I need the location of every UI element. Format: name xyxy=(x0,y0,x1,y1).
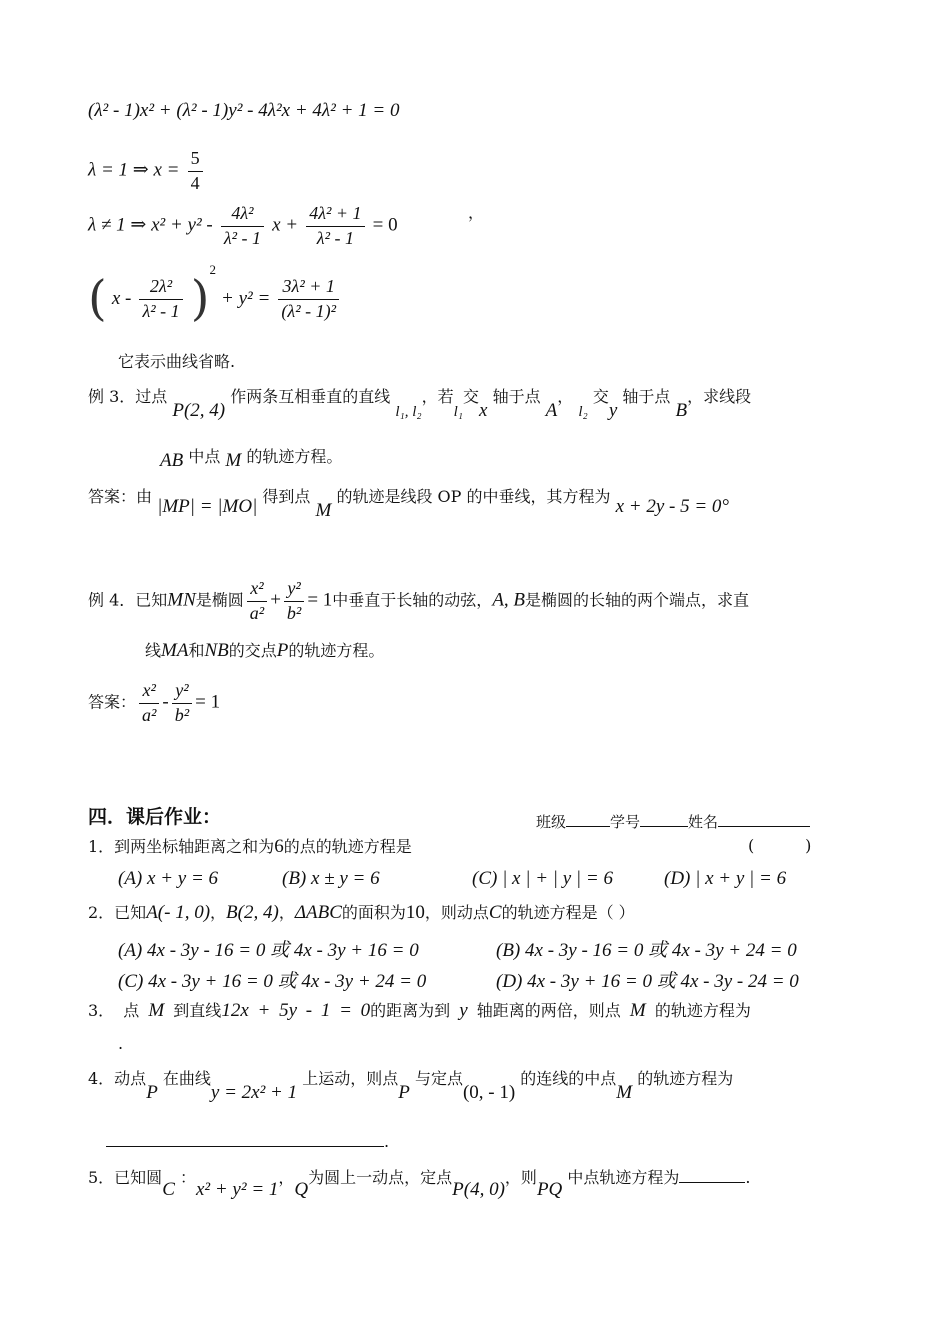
number: 10 xyxy=(405,902,425,923)
question-5 xyxy=(88,1166,751,1200)
text: 的交点 xyxy=(228,641,277,660)
exponent: 2 xyxy=(209,262,216,277)
math-points: A, B xyxy=(492,589,526,611)
period: . xyxy=(745,1168,751,1187)
numerator: 5 xyxy=(188,148,203,172)
numerator: 2λ² xyxy=(139,276,182,300)
equation-line-1 xyxy=(88,100,399,123)
text: 的轨迹方程。 xyxy=(288,641,385,660)
denominator: (λ² - 1)² xyxy=(281,301,336,321)
math-var: x xyxy=(479,400,488,421)
math-line: NB xyxy=(204,640,229,661)
denominator: λ² - 1 xyxy=(223,227,262,248)
equation-text: λ = 1 ⇒ x = xyxy=(88,159,180,181)
math-curve: y = 2x² + 1 xyxy=(210,1082,298,1103)
math-var: P xyxy=(398,1082,410,1103)
text: 的轨迹方程为 xyxy=(637,1069,734,1088)
math-segment: PQ xyxy=(536,1179,563,1200)
text: ： xyxy=(179,1168,196,1187)
text: 轴于点 xyxy=(492,387,541,406)
name-blank[interactable] xyxy=(718,810,810,827)
math-var: M xyxy=(148,1000,165,1021)
math-line: MA xyxy=(161,640,189,661)
numerator: 4λ² xyxy=(221,203,264,227)
number: 6 xyxy=(274,836,284,857)
text: 和 xyxy=(188,641,205,660)
equation-text: = 1 xyxy=(307,589,333,611)
example-label: 例 3．过点 xyxy=(88,387,168,406)
math-var: B xyxy=(675,400,688,421)
text: 得到点 xyxy=(262,487,311,506)
example4-answer xyxy=(88,680,220,726)
class-blank[interactable] xyxy=(566,810,610,827)
example3-answer xyxy=(88,486,730,521)
numerator: 3λ² + 1 xyxy=(278,276,339,300)
math-segment: AB xyxy=(160,450,184,471)
equation-line-2 xyxy=(88,148,206,194)
math-point: (0, - 1) xyxy=(462,1082,516,1103)
text: 2．已知 xyxy=(88,903,147,922)
example4-line-1 xyxy=(88,578,749,624)
q2-option-a[interactable]: (A) 4x - 3y - 16 = 0 或 4x - 3y + 16 = 0 xyxy=(118,940,419,961)
example3-line-2 xyxy=(160,446,342,469)
text: 的连线的中点 xyxy=(520,1069,617,1088)
text: 的点的轨迹方程是 xyxy=(283,837,412,856)
operator: + xyxy=(270,589,281,611)
period: . xyxy=(384,1132,390,1151)
equation-text: + y² = xyxy=(221,288,271,309)
fraction xyxy=(306,203,364,249)
fraction xyxy=(221,203,264,249)
text: ， xyxy=(278,903,295,922)
numerator: y² xyxy=(172,680,192,704)
example-label: 例 4．已知 xyxy=(88,590,168,610)
text: 的轨迹方程。 xyxy=(246,447,343,466)
answer-blank[interactable] xyxy=(106,1130,384,1147)
text: 轴距离的两倍，则点 xyxy=(476,1001,621,1020)
id-label: 学号 xyxy=(610,813,641,831)
text: 是椭圆的长轴的两个端点，求直 xyxy=(525,590,750,610)
math-var: M xyxy=(315,500,332,521)
question-1 xyxy=(88,836,412,859)
math-var: y xyxy=(459,1000,468,1021)
note-text: 它表示曲线省略. xyxy=(118,352,236,371)
denominator: a² xyxy=(142,704,157,725)
denominator: λ² - 1 xyxy=(316,227,354,248)
fraction xyxy=(188,148,203,194)
text: 4．动点 xyxy=(88,1069,147,1088)
answer-label: 答案： xyxy=(88,692,137,712)
denominator: 4 xyxy=(190,172,200,193)
question-3 xyxy=(88,1000,751,1023)
numerator: x² xyxy=(247,578,267,602)
q1-option-a[interactable]: (A) x + y = 6 xyxy=(118,868,219,889)
text: 交 xyxy=(592,387,609,406)
fraction xyxy=(139,276,182,322)
math-triangle: ΔABC xyxy=(294,902,342,923)
numerator: y² xyxy=(284,578,304,602)
equation-line-4 xyxy=(88,262,342,328)
math-circle: x² + y² = 1 xyxy=(195,1179,279,1200)
equation-text: = 1 xyxy=(195,691,221,713)
text: ，则动点 xyxy=(424,903,489,922)
q2-option-b[interactable]: (B) 4x - 3y - 16 = 0 或 4x - 3y + 24 = 0 xyxy=(496,940,797,961)
text: 1．到两坐标轴距离之和为 xyxy=(88,837,275,856)
question-4 xyxy=(88,1068,734,1103)
text: 的轨迹是线段 OP 的中垂线，其方程为 xyxy=(336,487,611,506)
denominator: b² xyxy=(174,704,190,725)
text: 中点 xyxy=(188,447,221,466)
text: 上运动，则点 xyxy=(302,1069,399,1088)
math-point: P(2, 4) xyxy=(172,400,226,421)
math-var: P xyxy=(146,1082,158,1103)
text: ，求线段 xyxy=(687,387,752,406)
answer-blank[interactable] xyxy=(679,1166,745,1183)
text: 5．已知圆 xyxy=(88,1168,163,1187)
text: 的面积为 xyxy=(341,903,406,922)
math-line: 12x + 5y - 1 = 0 xyxy=(221,1000,371,1021)
comma-mark: ， xyxy=(468,203,485,222)
denominator: λ² - 1 xyxy=(142,301,180,321)
text: 与定点 xyxy=(414,1069,463,1088)
operator: - xyxy=(162,691,169,713)
q3-blank-dot: . xyxy=(118,1034,124,1053)
math-var: C xyxy=(488,902,502,923)
text: 轴于点 xyxy=(622,387,671,406)
text: 作两条互相垂直的直线 xyxy=(230,387,391,406)
student-info xyxy=(536,810,810,832)
text: 线 xyxy=(145,641,162,660)
math-point: P(4, 0) xyxy=(452,1179,505,1200)
math-point: B(2, 4) xyxy=(226,902,279,923)
equation-text: = 0 xyxy=(372,214,398,236)
text: ， xyxy=(278,1168,295,1187)
text: 的距离为到 xyxy=(370,1001,451,1020)
homework-header xyxy=(88,806,221,829)
equation-line-3 xyxy=(88,203,485,249)
fraction xyxy=(284,578,304,624)
math-var: M xyxy=(629,1000,646,1021)
text: ，则 xyxy=(504,1168,537,1187)
math-eq: x + 2y - 5 = 0° xyxy=(615,496,730,517)
q1-option-c[interactable]: (C) | x | + | y | = 6 xyxy=(472,868,613,889)
math-var: M xyxy=(616,1082,633,1103)
question-2 xyxy=(88,902,635,925)
fraction xyxy=(139,680,159,726)
math-var: Q xyxy=(294,1179,309,1200)
text: 在曲线 xyxy=(162,1069,211,1088)
q4-answer-line[interactable] xyxy=(106,1130,389,1151)
math-line: l₁ xyxy=(453,404,464,420)
math-line: l₂ xyxy=(578,404,588,420)
answer-label: 答案：由 xyxy=(88,487,153,506)
math-var: P xyxy=(276,640,289,661)
math-var: y xyxy=(608,400,618,421)
example4-line-2 xyxy=(145,640,384,663)
text: 为圆上一动点，定点 xyxy=(308,1168,453,1187)
text: 到直线 xyxy=(173,1001,222,1020)
q2-option-c[interactable]: (C) 4x - 3y + 16 = 0 或 4x - 3y + 24 = 0 xyxy=(118,971,427,992)
text: 的轨迹方程为 xyxy=(654,1001,751,1020)
math-eq: |MP| = |MO| xyxy=(157,496,258,517)
math-var: M xyxy=(225,450,242,471)
numerator: x² xyxy=(139,680,159,704)
class-label: 班级 xyxy=(536,813,567,831)
left-paren: ( xyxy=(88,270,107,327)
equation-text: x + xyxy=(272,214,299,236)
id-blank[interactable] xyxy=(640,810,688,827)
math-var: C xyxy=(162,1179,175,1200)
numerator: 4λ² + 1 xyxy=(306,203,364,227)
name-label: 姓名 xyxy=(688,813,719,831)
equation-text: λ ≠ 1 ⇒ x² + y² - xyxy=(88,214,213,236)
example3-line-1 xyxy=(88,386,752,421)
text: 3． 点 xyxy=(88,1001,140,1020)
equation-text: x - xyxy=(111,288,132,309)
fraction xyxy=(278,276,339,322)
equation-text: (λ² - 1)x² + (λ² - 1)y² - 4λ²x + 4λ² + 1 = 0 xyxy=(88,100,400,121)
text: ， xyxy=(210,903,227,922)
fraction xyxy=(247,578,267,624)
q1-answer-paren[interactable]: ( ) xyxy=(748,836,812,855)
text: 是椭圆 xyxy=(195,590,244,610)
right-paren: ) xyxy=(190,270,210,327)
math-var: A xyxy=(545,400,558,421)
math-lines: l₁, l₂ xyxy=(395,404,422,420)
text: ， xyxy=(557,387,574,406)
note-line xyxy=(118,352,235,371)
math-chord: MN xyxy=(167,589,196,611)
denominator: b² xyxy=(286,602,302,623)
section-title: 四．课后作业： xyxy=(88,806,222,828)
q1-option-d[interactable]: (D) | x + y | = 6 xyxy=(664,868,787,889)
denominator: a² xyxy=(249,602,265,623)
text: 交 xyxy=(463,387,480,406)
text: 中垂直于长轴的动弦， xyxy=(332,590,493,610)
q1-option-b[interactable]: (B) x ± y = 6 xyxy=(282,868,380,889)
math-point: A(- 1, 0) xyxy=(146,902,211,923)
fraction xyxy=(172,680,192,726)
text: ，若 xyxy=(421,387,454,406)
text: 的轨迹方程是（ ） xyxy=(501,903,635,922)
text: 中点轨迹方程为 xyxy=(567,1168,680,1187)
q2-option-d[interactable]: (D) 4x - 3y + 16 = 0 或 4x - 3y - 24 = 0 xyxy=(496,971,799,992)
